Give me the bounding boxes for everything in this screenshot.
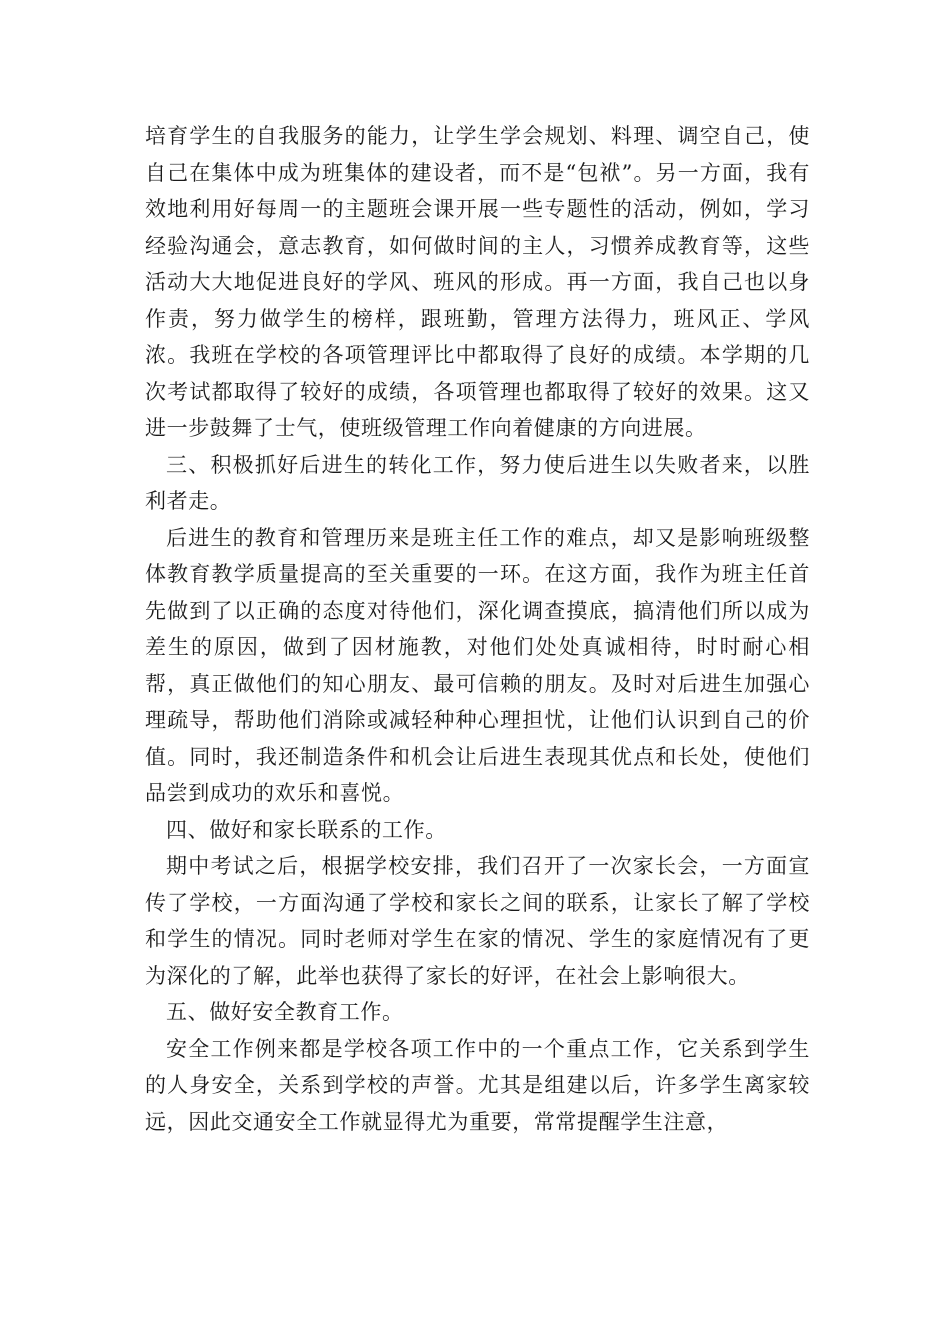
paragraph-class-management: 培育学生的自我服务的能力，让学生学会规划、料理、调空自己，使自己在集体中成为班集体的建设者，而不是“包袱”。另一方面，我有效地利用好每周一的主题班会课开展一些专题性的活动，例如，学习经验沟通会，意志教育，如何做时间的主人，习惯养成教育等，这些活动大大地促进良好的学风、班风的形成。再一方面，我自己也以身作责，努力做学生的榜样，跟班勤，管理方法得力，班风正、学风浓。我班在学校的各项管理评比中都取得了良好的成绩。本学期的几次考试都取得了较好的成绩，各项管理也都取得了较好的效果。这又进一步鼓舞了士气，使班级管理工作向着健康的方向进展。 — [145, 124, 810, 440]
heading-safety-education: 五、做好安全教育工作。 — [166, 1000, 404, 1024]
document-page — [145, 118, 810, 1140]
paragraph-safety-education: 安全工作例来都是学校各项工作中的一个重点工作，它关系到学生的人身安全，关系到学校的声誉。尤其是组建以后，许多学生离家较远，因此交通安全工作就显得尤为重要，常常提醒学生注意， — [145, 1036, 810, 1134]
heading-underachiever-transformation: 三、积极抓好后进生的转化工作，努力使后进生以失败者来，以胜利者走。 — [145, 452, 810, 513]
paragraph-underachiever-transformation: 后进生的教育和管理历来是班主任工作的难点，却又是影响班级整体教育教学质量提高的至关重要的一环。在这方面，我作为班主任首先做到了以正确的态度对待他们，深化调查摸底，搞清他们所以成为差生的原因，做到了因材施教，对他们处处真诚相待，时时耐心相帮，真正做他们的知心朋友、最可信赖的朋友。及时对后进生加强心理疏导，帮助他们消除或减轻种种心理担忧，让他们认识到自己的价值。同时，我还制造条件和机会让后进生表现其优点和长处，使他们品尝到成功的欢乐和喜悦。 — [145, 525, 810, 805]
heading-parent-contact: 四、做好和家长联系的工作。 — [166, 817, 447, 842]
paragraph-parent-contact: 期中考试之后，根据学校安排，我们召开了一次家长会，一方面宣传了学校，一方面沟通了学校和家长之间的联系，让家长了解了学校和学生的情况。同时老师对学生在家的情况、学生的家庭情况有了更为深化的了解，此举也获得了家长的好评，在社会上影响很大。 — [145, 854, 810, 988]
